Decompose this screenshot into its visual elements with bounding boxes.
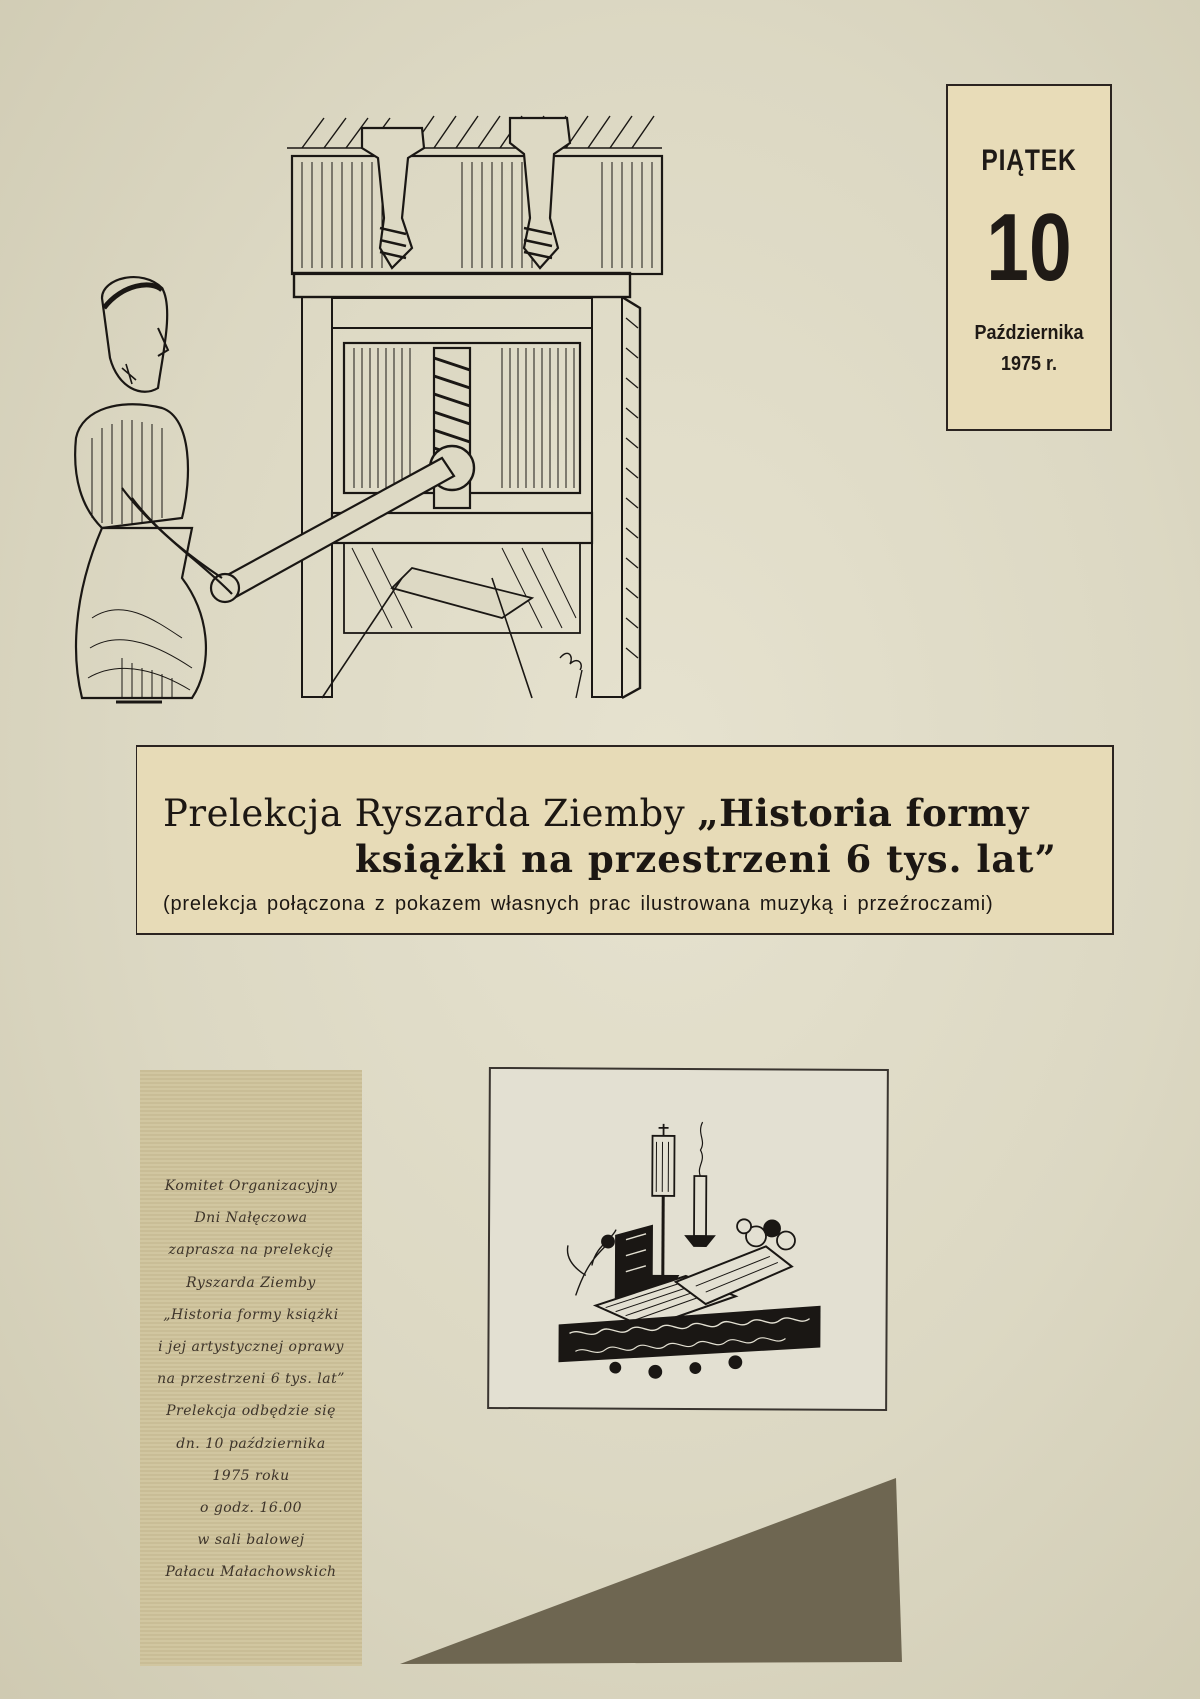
- year-label: 1975 r.: [1000, 353, 1058, 375]
- emblem-frame: [487, 1067, 889, 1411]
- printing-press-illustration: [62, 58, 682, 758]
- invitation-line: 1975 roku: [212, 1467, 290, 1484]
- invitation-line: na przestrzeni 6 tys. lat”: [157, 1371, 345, 1388]
- invitation-line: Ryszarda Ziemby: [186, 1274, 316, 1291]
- title-line-2: książki na przestrzeni 6 tys. lat”: [355, 837, 1057, 881]
- title-prefix: Prelekcja Ryszarda Ziemby: [163, 792, 698, 835]
- invitation-line: w sali balowej: [197, 1532, 305, 1549]
- title-line-1: [163, 791, 1029, 835]
- invitation-line: zaprasza na prelekcję: [168, 1242, 334, 1259]
- invitation-line: dn. 10 października: [176, 1435, 326, 1452]
- lecture-title-banner: [136, 745, 1114, 935]
- date-box: [946, 84, 1112, 431]
- weekday-label: PIĄTEK: [981, 144, 1077, 177]
- title-bold-part: „Historia formy: [697, 791, 1029, 835]
- invitation-line: Pałacu Małachowskich: [165, 1564, 337, 1581]
- invitation-line: Dni Nałęczowa: [194, 1210, 308, 1227]
- invitation-line: Prelekcja odbędzie się: [166, 1403, 336, 1420]
- invitation-text: [140, 1170, 362, 1589]
- month-label: Października: [974, 322, 1084, 344]
- invitation-line: i jej artystycznej oprawy: [158, 1339, 344, 1356]
- title-subtitle: (prelekcja połączona z pokazem własnych prac ilustrowana muzyką i przeźroczami): [163, 893, 994, 915]
- invitation-line: „Historia formy książki: [163, 1306, 339, 1323]
- decorative-triangle: [400, 1478, 902, 1664]
- books-and-candle-icon: [555, 1105, 824, 1386]
- day-number: 10: [986, 194, 1072, 301]
- invitation-line: Komitet Organizacyjny: [164, 1178, 338, 1194]
- invitation-card: [140, 1070, 362, 1666]
- invitation-line: o godz. 16.00: [199, 1500, 303, 1517]
